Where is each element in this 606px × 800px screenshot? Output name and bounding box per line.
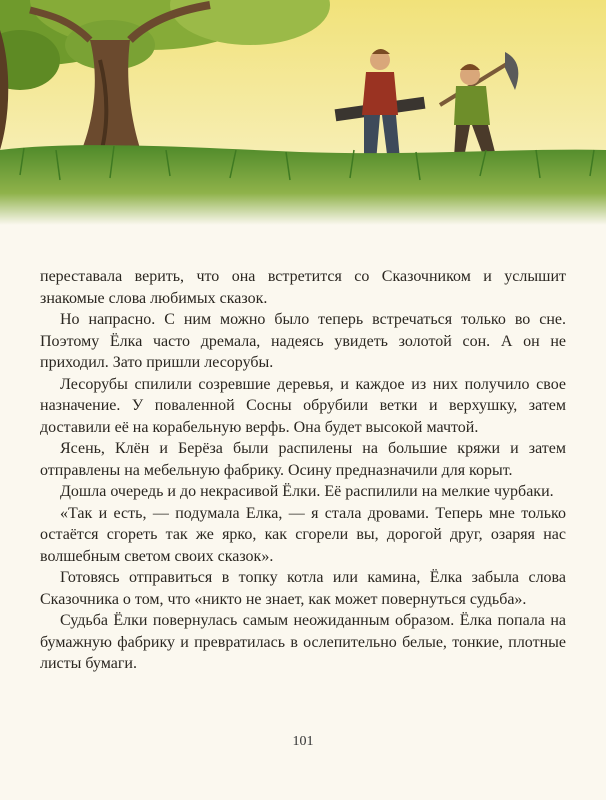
page-number: 101 — [292, 734, 314, 749]
paragraph: Готовясь отправиться в топку котла или камина, Ёлка забыла слова Сказочника о том, что «никто не знает, как может повернуться судьба». — [40, 569, 566, 608]
paragraph: переставала верить, что она встретится со Сказочником и услышит знакомые слова любимых сказок. — [40, 268, 566, 307]
paragraph: Судьба Ёлки повернулась самым неожиданным образом. Ёлка попала на бумажную фабрику и превратилась в ослепительно белые, тонкие, плотные листы бумаги. — [40, 612, 566, 672]
paragraph: Но напрасно. С ним можно было теперь встречаться только во сне. Поэтому Ёлка часто дремала, надеясь увидеть золотой сон. А он не приходил. Зато пришли лесорубы. — [40, 311, 566, 371]
paragraph: Ясень, Клён и Берёза были распилены на большие кряжи и затем отправлены на мебельную фабрику. Осину предназначили для корыт. — [40, 440, 566, 479]
illustration — [0, 0, 606, 225]
paragraph: Лесорубы спилили созревшие деревья, и каждое из них получило свое назначение. У поваленной Сосны обрубили ветки и верхушку, затем доставили её на корабельную верфь. Она будет высокой мачтой. — [40, 375, 566, 436]
lumberjacks-illustration — [0, 0, 606, 225]
page-text — [40, 266, 566, 675]
grass — [0, 145, 606, 225]
paragraph: Дошла очередь и до некрасивой Ёлки. Её распилили на мелкие чурбаки. — [60, 483, 554, 500]
paragraph: «Так и есть, — подумала Елка, — я стала дровами. Теперь мне только остаётся сгореть так же ярко, как сгорели вы, дорогой друг, озаряя нас волшебным светом своих сказок». — [40, 504, 566, 565]
